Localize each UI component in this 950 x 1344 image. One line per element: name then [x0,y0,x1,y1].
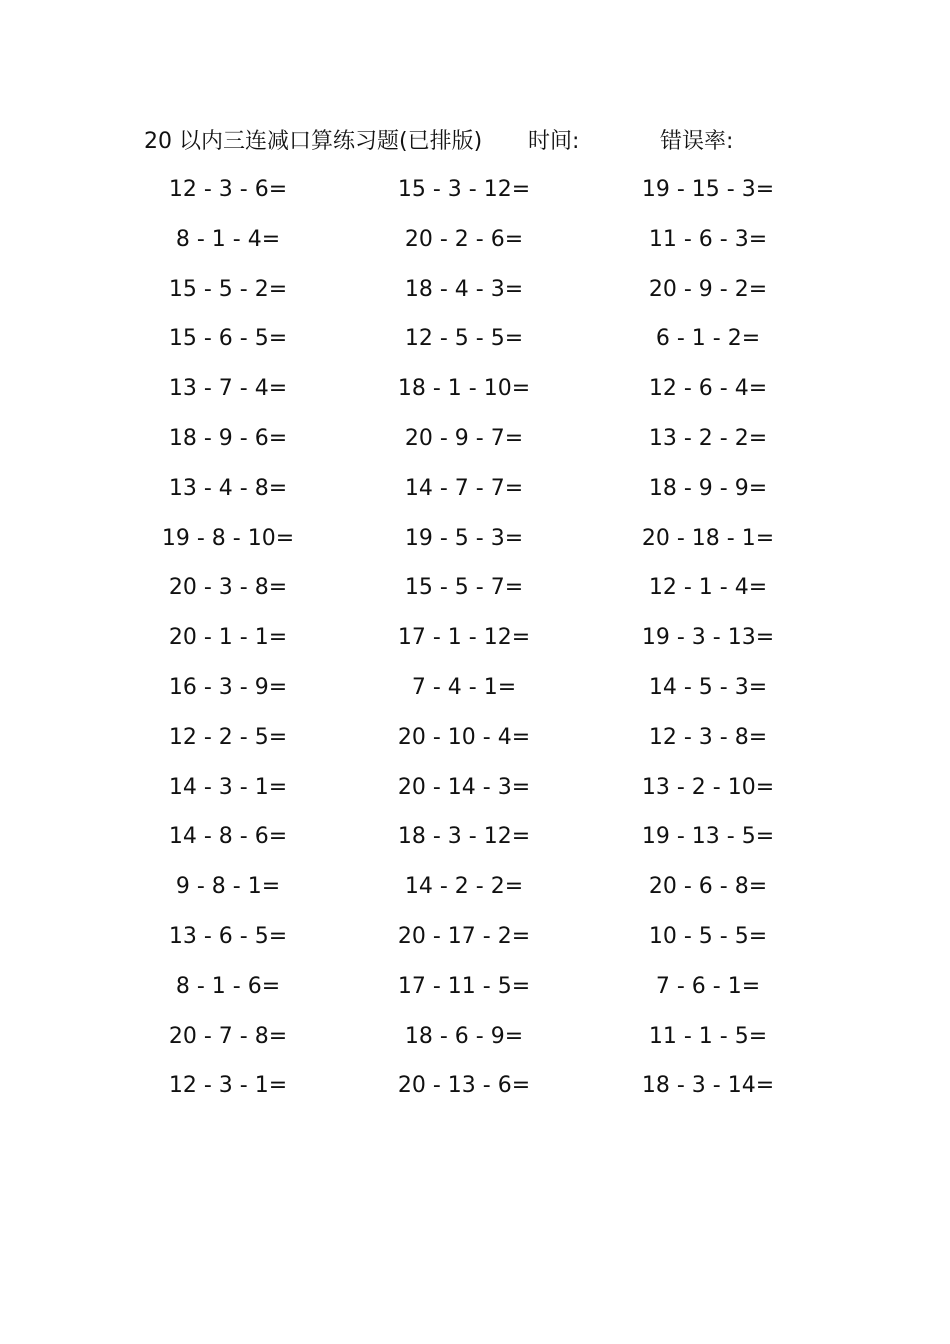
problem-row [0,869,950,919]
problem-row [0,770,950,820]
problem-row [0,371,950,421]
problem-item: 15 - 5 - 2= [168,276,288,302]
problem-item: 12 - 3 - 8= [648,724,768,750]
problem-row [0,321,950,371]
problem-item: 8 - 1 - 4= [175,226,281,252]
problem-item: 17 - 1 - 12= [397,625,531,651]
problem-item: 19 - 8 - 10= [161,525,295,551]
problem-item: 13 - 2 - 10= [641,774,775,800]
problem-item: 15 - 5 - 7= [404,575,524,601]
problem-item: 11 - 1 - 5= [648,1023,768,1049]
problem-item: 14 - 3 - 1= [168,774,288,800]
problem-item: 14 - 2 - 2= [404,874,524,900]
problem-item: 18 - 4 - 3= [404,276,524,302]
problem-row [0,421,950,471]
problem-item: 19 - 13 - 5= [641,824,775,850]
problem-item: 18 - 3 - 14= [641,1073,775,1099]
problem-row [0,570,950,620]
problem-item: 20 - 10 - 4= [397,724,531,750]
problem-item: 15 - 3 - 12= [397,177,531,202]
problem-item: 20 - 7 - 8= [168,1023,288,1049]
problem-item: 20 - 1 - 1= [168,625,288,651]
problem-row [0,670,950,720]
problem-item: 14 - 7 - 7= [404,475,524,501]
problem-item: 11 - 6 - 3= [648,226,768,252]
problem-item: 6 - 1 - 2= [655,326,761,352]
problem-item: 20 - 14 - 3= [397,774,531,800]
problem-grid [0,172,950,1118]
problem-item: 16 - 3 - 9= [168,674,288,700]
problem-item: 7 - 4 - 1= [411,674,517,700]
problem-row [0,969,950,1019]
problem-item: 20 - 6 - 8= [648,874,768,900]
problem-row [0,620,950,670]
problem-item: 12 - 1 - 4= [648,575,768,601]
worksheet-header [144,124,784,160]
problem-item: 14 - 5 - 3= [648,674,768,700]
problem-row [0,172,950,222]
problem-item: 13 - 7 - 4= [168,376,288,402]
problem-item: 18 - 3 - 12= [397,824,531,850]
problem-item: 12 - 2 - 5= [168,724,288,750]
problem-row [0,720,950,770]
problem-item: 12 - 5 - 5= [404,326,524,352]
problem-item: 20 - 13 - 6= [397,1073,531,1099]
problem-item: 20 - 9 - 2= [648,276,768,302]
problem-row [0,521,950,571]
problem-item: 12 - 3 - 1= [168,1073,288,1099]
worksheet-title: 20 以内三连减口算练习题(已排版) [144,129,483,154]
problem-item: 17 - 11 - 5= [397,973,531,999]
problem-row [0,919,950,969]
problem-item: 20 - 3 - 8= [168,575,288,601]
problem-item: 14 - 8 - 6= [168,824,288,850]
problem-item: 18 - 9 - 6= [168,425,288,451]
problem-item: 20 - 18 - 1= [641,525,775,551]
problem-item: 13 - 4 - 8= [168,475,288,501]
problem-row [0,1019,950,1069]
problem-item: 20 - 9 - 7= [404,425,524,451]
problem-item: 19 - 3 - 13= [641,625,775,651]
problem-item: 18 - 9 - 9= [648,475,768,501]
problem-item: 9 - 8 - 1= [175,874,281,900]
problem-item: 15 - 6 - 5= [168,326,288,352]
problem-row [0,819,950,869]
problem-item: 18 - 6 - 9= [404,1023,524,1049]
problem-item: 13 - 6 - 5= [168,923,288,949]
problem-item: 8 - 1 - 6= [175,973,281,999]
problem-row [0,272,950,322]
time-label: 时间: [528,129,580,154]
problem-item: 20 - 2 - 6= [404,226,524,252]
problem-item: 19 - 15 - 3= [641,177,775,202]
problem-item: 7 - 6 - 1= [655,973,761,999]
problem-row [0,471,950,521]
problem-item: 10 - 5 - 5= [648,923,768,949]
problem-item: 18 - 1 - 10= [397,376,531,402]
problem-item: 20 - 17 - 2= [397,923,531,949]
problem-item: 19 - 5 - 3= [404,525,524,551]
problem-row [0,222,950,272]
problem-item: 13 - 2 - 2= [648,425,768,451]
error-rate-label: 错误率: [660,129,734,154]
problem-item: 12 - 6 - 4= [648,376,768,402]
problem-item: 12 - 3 - 6= [168,177,288,202]
problem-row [0,1068,950,1118]
